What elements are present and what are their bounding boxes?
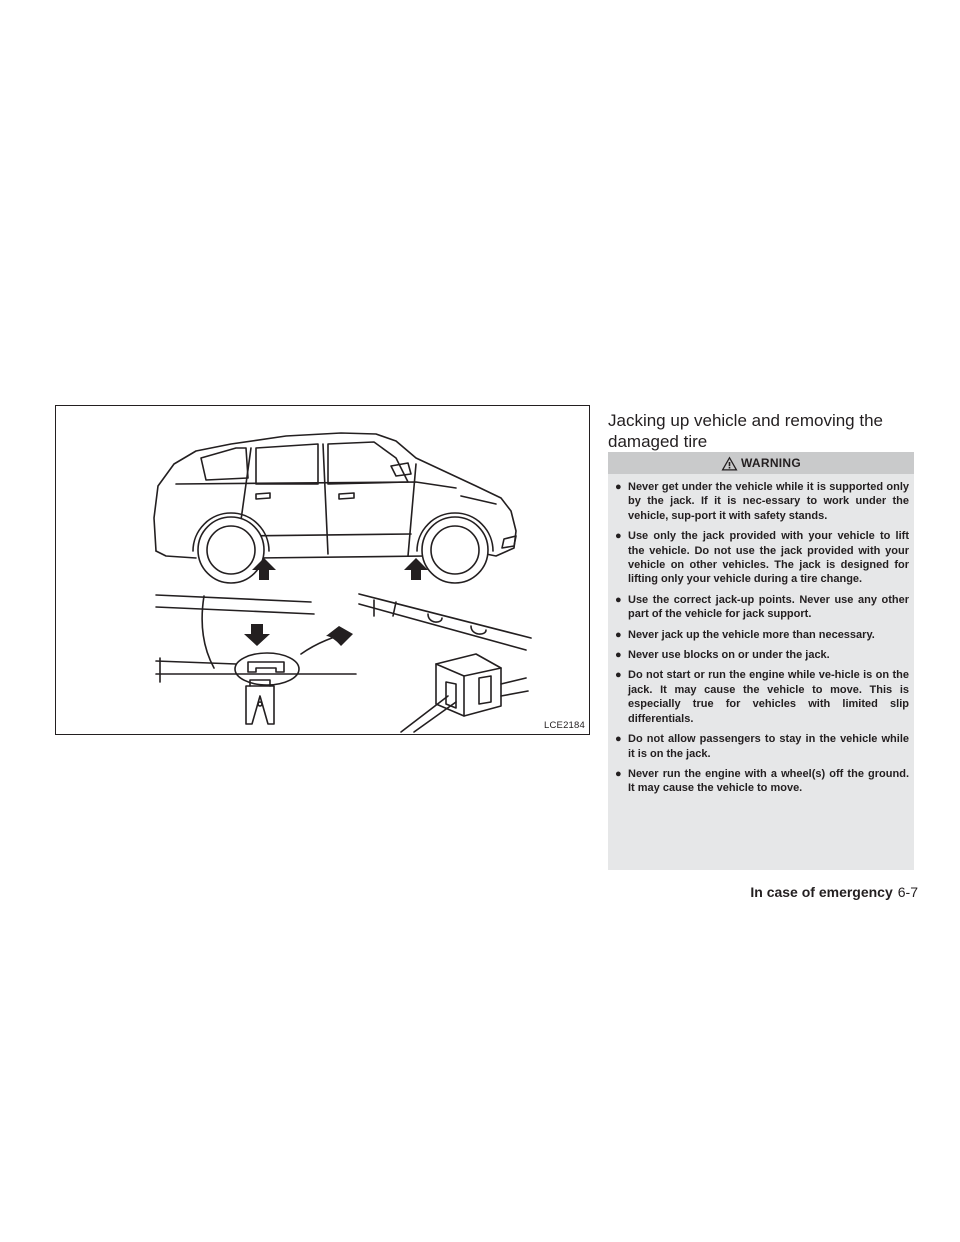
warning-item: ● Do not start or run the engine while ve-hicle is on the jack. It may cause the vehicle to move. This is especially true for vehicles with limited slip differentials. bbox=[615, 669, 909, 725]
warning-item: ● Never use blocks on or under the jack. bbox=[615, 649, 830, 662]
warning-list bbox=[608, 474, 914, 796]
warning-item: ● Do not allow passengers to stay in the vehicle while it is on the jack. bbox=[615, 733, 909, 760]
figure-code: LCE2184 bbox=[543, 720, 585, 731]
bullet-icon: ● bbox=[615, 649, 622, 662]
bullet-icon: ● bbox=[615, 530, 622, 543]
footer-section-title: In case of emergency bbox=[750, 884, 893, 900]
section-heading: Jacking up vehicle and removing the damaged tire bbox=[608, 411, 883, 451]
warning-item: ● Use only the jack provided with your vehicle to lift the vehicle. Do not use the jack provided with your vehicle on other vehicles. The jack is designed for lifting only your vehicle during a tire change. bbox=[615, 530, 909, 586]
bullet-icon: ● bbox=[615, 628, 622, 641]
suv-jack-points-drawing bbox=[56, 406, 589, 734]
suv-side-view bbox=[154, 433, 516, 583]
warning-item: ● Never run the engine with a wheel(s) off the ground. It may cause the vehicle to move. bbox=[615, 767, 909, 795]
warning-triangle-icon bbox=[721, 456, 738, 471]
bullet-icon: ● bbox=[615, 733, 622, 746]
warning-item: ● Use the correct jack-up points. Never use any other part of the vehicle for jack support. bbox=[615, 593, 909, 621]
warning-item: ● Never get under the vehicle while it is supported only by the jack. If it is nec-essary to work under the vehicle, sup-port it with safety stands. bbox=[615, 481, 909, 522]
jack-placement-detail bbox=[156, 595, 356, 724]
page-number: 6-7 bbox=[897, 884, 918, 900]
warning-title: WARNING bbox=[740, 456, 802, 470]
lift-point-arrow bbox=[252, 558, 428, 580]
page-footer bbox=[750, 884, 918, 900]
bullet-icon: ● bbox=[615, 593, 622, 606]
jack-engagement-detail bbox=[359, 594, 531, 732]
jacking-illustration bbox=[55, 405, 590, 735]
warning-item: ● Never jack up the vehicle more than necessary. bbox=[615, 628, 875, 641]
warning-header bbox=[608, 452, 914, 474]
bullet-icon: ● bbox=[615, 669, 622, 682]
bullet-icon: ● bbox=[615, 481, 622, 493]
bullet-icon: ● bbox=[615, 767, 622, 780]
warning-box bbox=[608, 452, 914, 870]
